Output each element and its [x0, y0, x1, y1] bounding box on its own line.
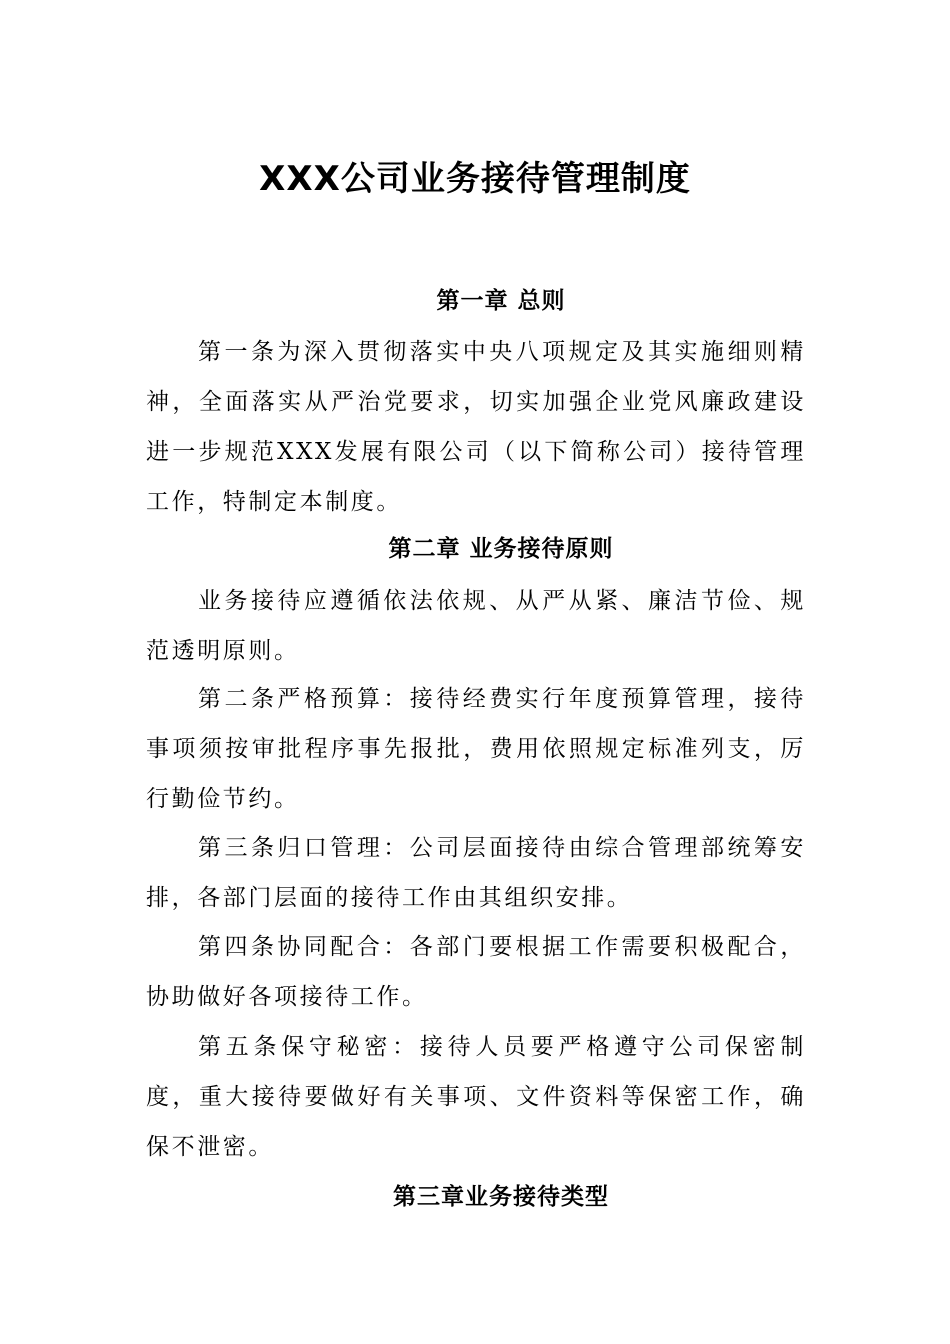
principles-paragraph: 业务接待应遵循依法依规、从严从紧、廉洁节俭、规范透明原则。: [146, 588, 806, 664]
article-5-paragraph: 第五条保守秘密：接待人员要严格遵守公司保密制度，重大接待要做好有关事项、文件资料等保密工作，确保不泄密。: [146, 1034, 806, 1160]
document-title: XXX公司业务接待管理制度: [259, 159, 691, 199]
chapter-2-heading: 第二章 业务接待原则: [388, 536, 614, 562]
article-2-paragraph: 第二条严格预算：接待经费实行年度预算管理，接待事项须按审批程序事先报批，费用依照规定标准列支，厉行勤俭节约。: [146, 686, 806, 812]
article-4-paragraph: 第四条协同配合：各部门要根据工作需要积极配合，协助做好各项接待工作。: [146, 934, 806, 1010]
chapter-1-heading: 第一章 总则: [436, 288, 566, 314]
article-3-paragraph: 第三条归口管理：公司层面接待由综合管理部统筹安排，各部门层面的接待工作由其组织安排。: [146, 835, 806, 911]
article-1-paragraph: 第一条为深入贯彻落实中央八项规定及其实施细则精神，全面落实从严治党要求，切实加强企业党风廉政建设进一步规范XXX发展有限公司（以下简称公司）接待管理工作，特制定本制度。: [146, 339, 806, 515]
chapter-3-heading: 第三章业务接待类型: [393, 1184, 609, 1210]
